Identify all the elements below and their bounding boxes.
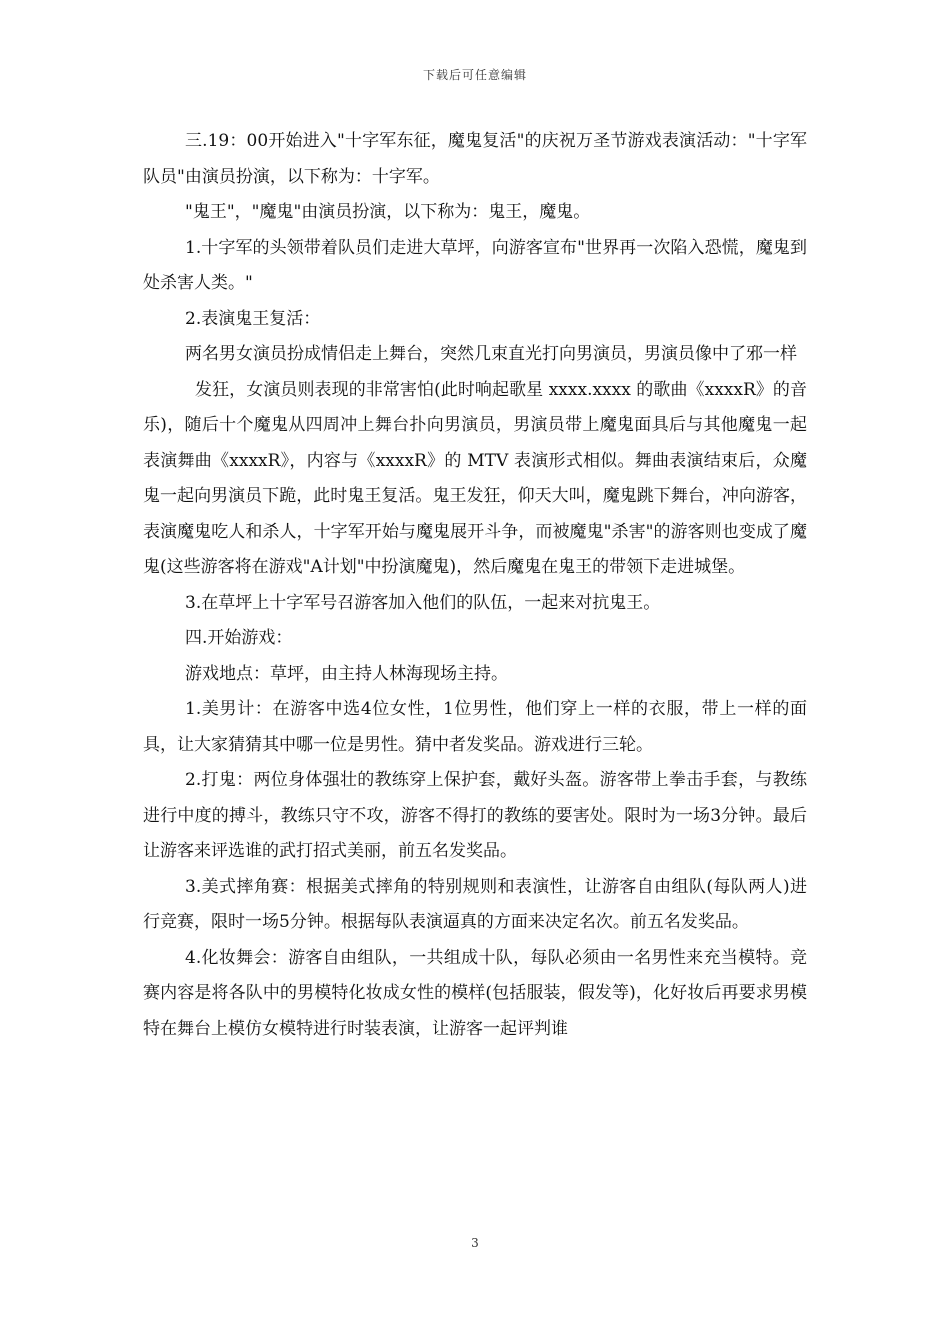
paragraph-game-4: 4.化妆舞会：游客自由组队，一共组成十队，每队必须由一名男性来充当模特。竞赛内容是将各队中的男模特化妆成女性的模样(包括服装，假发等)，化好妆后再要求男模特在舞台上模仿女模特进行时装表演，让游客一起评判谁 xyxy=(143,947,807,1039)
paragraph-section-4-heading: 四.开始游戏： xyxy=(185,628,293,648)
paragraph-item-2-heading: 2.表演鬼王复活： xyxy=(185,308,321,329)
page-number: 3 xyxy=(471,1236,479,1250)
paragraph-game-3: 3.美式摔角赛：根据美式摔角的特别规则和表演性，让游客自由组队(每队两人)进行竞赛，限时一场5分钟。根据每队表演逼真的方面来决定名次。前五名发奖品。 xyxy=(143,876,807,932)
paragraph-game-location: 游戏地点：草坪，由主持人林海现场主持。 xyxy=(185,663,508,684)
paragraph-ghost-king-roles: "鬼王"，"魔鬼"由演员扮演，以下称为：鬼王，魔鬼。 xyxy=(185,202,591,222)
paragraph-item-1-crusaders: 1.十字军的头领带着队员们走进大草坪，向游客宣布"世界再一次陷入恐慌，魔鬼到处杀害人类。" xyxy=(143,237,807,293)
paragraph-ghost-dance: 发狂，女演员则表现的非常害怕(此时响起歌星 xxxx.xxxx 的歌曲《xxxxR》的音乐)，随后十个魔鬼从四周冲上舞台扑向男演员，男演员带上魔鬼面具后与其他魔鬼一起表演舞曲《xxxxR》，内容与《xxxxR》的 MTV 表演形式相似。舞曲表演结束后，众魔鬼一起向男演员下跪，此时鬼王复活。鬼王发狂，仰天大叫，魔鬼跳下舞台，冲向游客，表演魔鬼吃人和杀人，十字军开始与魔鬼展开斗争，而被魔鬼"杀害"的游客则也变成了魔鬼(这些游客将在游戏"A计划"中扮演魔鬼)，然后魔鬼在鬼王的带领下走进城堡。 xyxy=(143,379,807,577)
paragraph-couple-performance: 两名男女演员扮成情侣走上舞台，突然几束直光打向男演员，男演员像中了邪一样 xyxy=(185,344,797,364)
paragraph-item-3-recruit: 3.在草坪上十字军号召游客加入他们的队伍，一起来对抗鬼王。 xyxy=(185,592,661,613)
paragraph-section-3-intro: 三.19：00开始进入"十字军东征，魔鬼复活"的庆祝万圣节游戏表演活动："十字军队员"由演员扮演，以下称为：十字军。 xyxy=(143,131,807,187)
document-body xyxy=(143,124,807,1047)
page-header: 下载后可任意编辑 xyxy=(422,68,527,82)
paragraph-game-1: 1.美男计：在游客中选4位女性，1位男性，他们穿上一样的衣服，带上一样的面具，让大家猜猜其中哪一位是男性。猜中者发奖品。游戏进行三轮。 xyxy=(143,699,807,755)
paragraph-game-2: 2.打鬼：两位身体强壮的教练穿上保护套，戴好头盔。游客带上拳击手套，与教练进行中度的搏斗，教练只守不攻，游客不得打的教练的要害处。限时为一场3分钟。最后让游客来评选谁的武打招式美丽，前五名发奖品。 xyxy=(143,770,807,861)
